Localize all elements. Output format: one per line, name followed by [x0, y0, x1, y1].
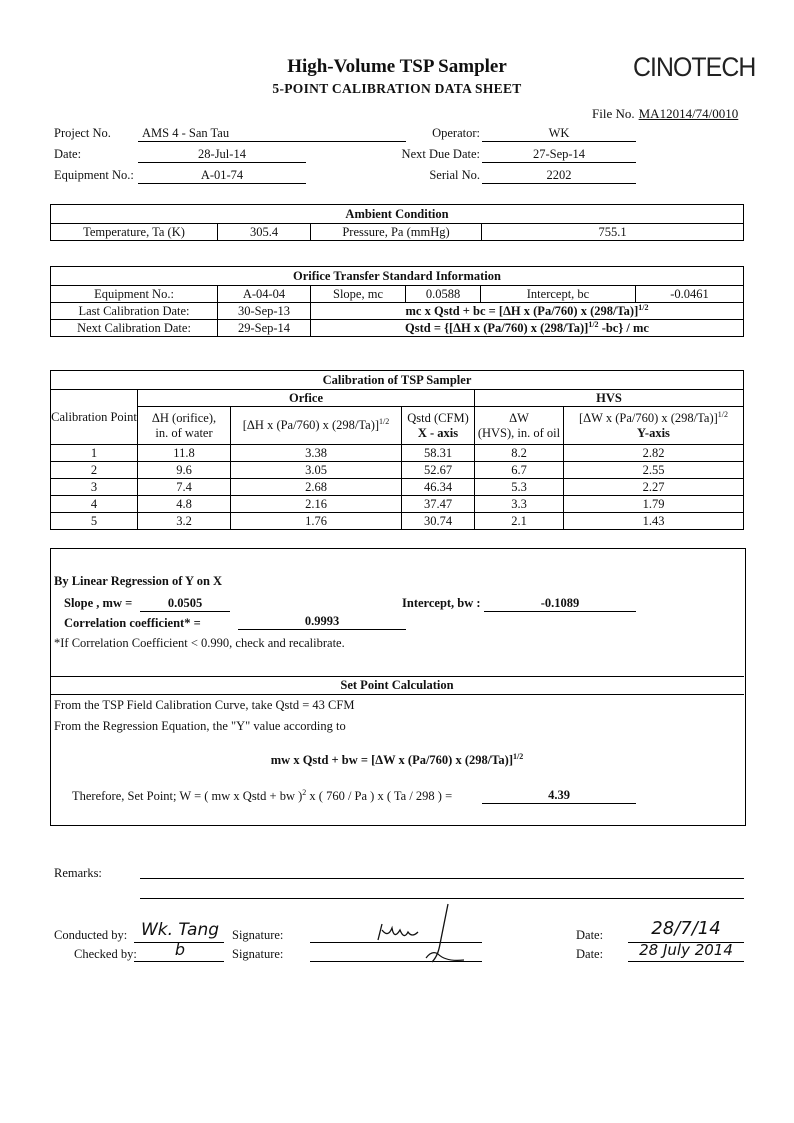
- orifice-equipment-label: Equipment No.:: [51, 286, 218, 303]
- date-label-1: Date:: [576, 928, 604, 942]
- regression-slope-value: 0.0505: [140, 596, 230, 612]
- remarks-label: Remarks:: [54, 866, 102, 880]
- date-value-2: 28 July 2014: [639, 941, 733, 959]
- table-row: 2 9.6 3.05 52.67 6.7 2.55: [51, 462, 744, 479]
- project-value: AMS 4 - San Tau: [138, 126, 406, 142]
- table-row: 4 4.8 2.16 37.47 3.3 1.79: [51, 496, 744, 513]
- equipment-label: Equipment No.:: [54, 168, 134, 182]
- regression-intercept-value: -0.1089: [484, 596, 636, 612]
- operator-value: WK: [482, 126, 636, 142]
- col-qstd: Qstd (CFM) X - axis: [402, 407, 475, 445]
- setpoint-therefore: Therefore, Set Point; W = ( mw x Qstd + bw )$^2$ x ( 760 / Pa ) x ( Ta / 298 ) =: [72, 788, 453, 804]
- equipment-value: A-01-74: [138, 168, 306, 184]
- temperature-value: 305.4: [218, 224, 311, 241]
- project-label: Project No.: [54, 126, 111, 140]
- next-due-label: Next Due Date:: [401, 147, 480, 161]
- file-number-label: File No.: [592, 106, 635, 121]
- col-delta-h: ΔH (orifice), in. of water: [138, 407, 231, 445]
- orifice-group-header: Orfice: [138, 390, 475, 407]
- calibration-heading: Calibration of TSP Sampler: [51, 371, 744, 390]
- pressure-value: 755.1: [482, 224, 744, 241]
- serial-value: 2202: [482, 168, 636, 184]
- temperature-label: Temperature, Ta (K): [51, 224, 218, 241]
- regression-heading: By Linear Regression of Y on X: [54, 574, 223, 588]
- date-value-1: 28/7/14: [651, 918, 721, 939]
- table-row: 5 3.2 1.76 30.74 2.1 1.43: [51, 513, 744, 530]
- ambient-heading: Ambient Condition: [51, 205, 744, 224]
- checked-by-name: b: [174, 940, 186, 959]
- pressure-label: Pressure, Pa (mmHg): [311, 224, 482, 241]
- remarks-line-2: [140, 898, 744, 899]
- date-value: 28-Jul-14: [138, 147, 306, 163]
- conducted-by-name: Wk. Tang: [140, 920, 220, 940]
- col-sqrt-delta-h: [ΔH x (Pa/760) x (298/Ta)]$^{1/2}$: [231, 407, 402, 445]
- setpoint-equation: mw x Qstd + bw = [ΔW x (Pa/760) x (298/Ta)]$^{1/2}$: [270, 752, 524, 768]
- document-title: High-Volume TSP Sampler: [287, 56, 507, 77]
- next-due-value: 27-Sep-14: [482, 147, 636, 163]
- col-sqrt-delta-w: [ΔW x (Pa/760) x (298/Ta)]$^{1/2}$ Y-axis: [564, 407, 744, 445]
- correlation-value: 0.9993: [238, 614, 406, 630]
- conducted-by-label: Conducted by:: [54, 928, 128, 942]
- regression-intercept-label: Intercept, bw :: [402, 596, 481, 610]
- ambient-table: [50, 204, 744, 241]
- checked-by-label: Checked by:: [74, 947, 137, 961]
- table-row: 1 11.8 3.38 58.31 8.2 2.82: [51, 445, 744, 462]
- setpoint-heading: Set Point Calculation: [50, 676, 744, 695]
- correlation-note: *If Correlation Coefficient < 0.990, check and recalibrate.: [54, 636, 345, 650]
- serial-label: Serial No.: [429, 168, 480, 182]
- col-calibration-point: Calibration Point: [51, 390, 138, 445]
- setpoint-line-1: From the TSP Field Calibration Curve, take Qstd = 43 CFM: [54, 698, 355, 712]
- date-line-2: [628, 961, 744, 962]
- next-calibration-label: Next Calibration Date:: [51, 320, 218, 337]
- next-calibration-value: 29-Sep-14: [218, 320, 311, 337]
- orifice-intercept-value: -0.0461: [636, 286, 744, 303]
- orifice-slope-value: 0.0588: [406, 286, 481, 303]
- orifice-equipment-value: A-04-04: [218, 286, 311, 303]
- orifice-table: [50, 266, 744, 337]
- remarks-line-1: [140, 878, 744, 879]
- operator-label: Operator:: [432, 126, 480, 140]
- table-row: 3 7.4 2.68 46.34 5.3 2.27: [51, 479, 744, 496]
- checked-by-line: [134, 961, 224, 962]
- orifice-heading: Orifice Transfer Standard Information: [51, 267, 744, 286]
- hvs-group-header: HVS: [475, 390, 744, 407]
- document-subtitle: 5-POINT CALIBRATION DATA SHEET: [272, 81, 522, 96]
- signature-label-1: Signature:: [232, 928, 284, 942]
- correlation-label: Correlation coefficient* =: [64, 616, 201, 630]
- orifice-intercept-label: Intercept, bc: [481, 286, 636, 303]
- orifice-equation-2: Qstd = {[ΔH x (Pa/760) x (298/Ta)]$^{1/2}$ -bc} / mc: [311, 320, 744, 337]
- col-delta-w: ΔW (HVS), in. of oil: [475, 407, 564, 445]
- last-calibration-label: Last Calibration Date:: [51, 303, 218, 320]
- setpoint-value: 4.39: [482, 788, 636, 804]
- date-line-1: [628, 942, 744, 943]
- orifice-slope-label: Slope, mc: [311, 286, 406, 303]
- date-label-2: Date:: [576, 947, 604, 961]
- file-number-value: MA12014/74/0010: [638, 106, 739, 121]
- regression-slope-label: Slope , mw =: [64, 596, 133, 610]
- orifice-equation-1: mc x Qstd + bc = [ΔH x (Pa/760) x (298/Ta)]$^{1/2}$: [311, 303, 744, 320]
- date-label: Date:: [54, 147, 82, 161]
- company-logo: CINOTECH: [633, 52, 756, 82]
- last-calibration-value: 30-Sep-13: [218, 303, 311, 320]
- handwritten-signature: [368, 900, 478, 972]
- setpoint-line-2: From the Regression Equation, the "Y" value according to: [54, 719, 346, 733]
- file-number: [592, 106, 738, 122]
- calibration-table: [50, 370, 744, 530]
- signature-label-2: Signature:: [232, 947, 284, 961]
